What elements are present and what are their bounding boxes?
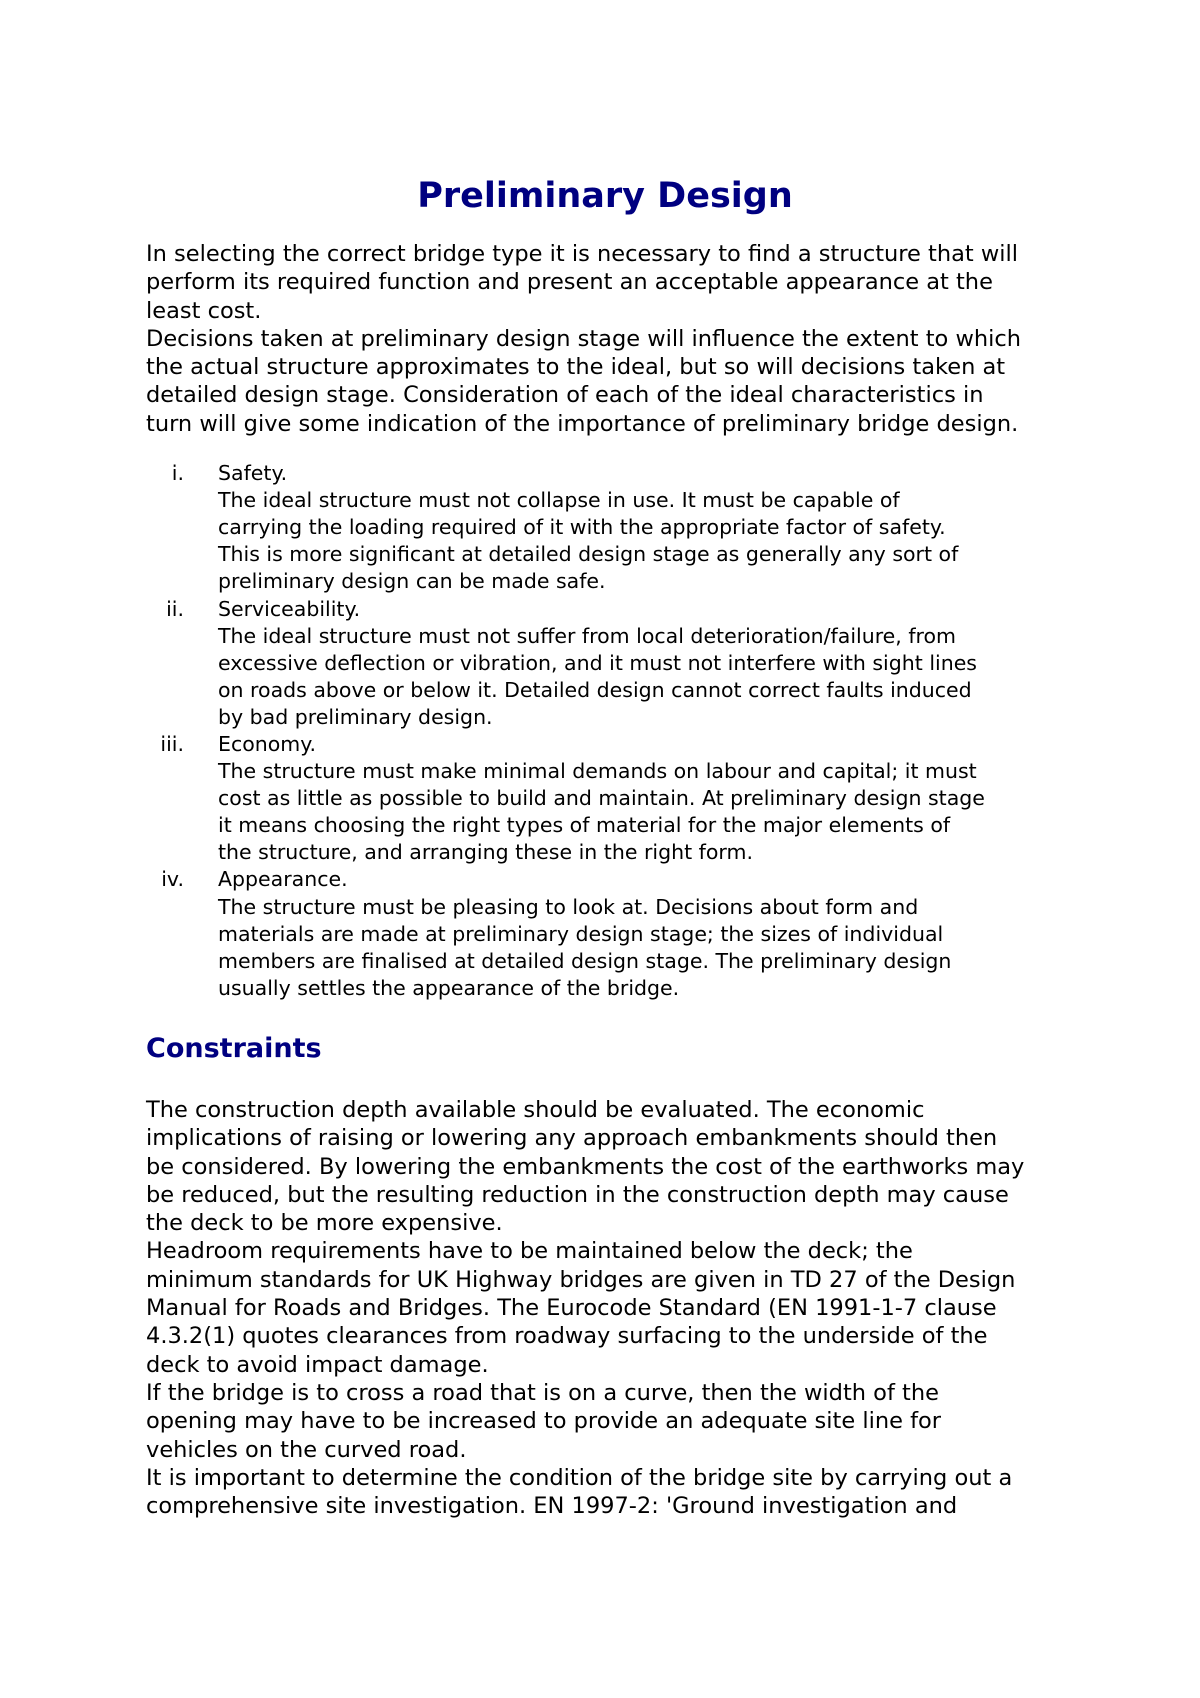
- text-line: perform its required function and present an acceptable appearance at the: [146, 269, 993, 296]
- text-line: usually settles the appearance of the bridge.: [218, 975, 680, 1000]
- section-heading-constraints: Constraints: [146, 1032, 322, 1064]
- constraints-paragraph: [146, 1379, 1086, 1464]
- text-line: 4.3.2(1) quotes clearances from roadway surfacing to the underside of the: [146, 1323, 988, 1350]
- list-item-safety: [146, 460, 1086, 595]
- text-line: turn will give some indication of the importance of preliminary bridge design.: [146, 410, 1019, 437]
- text-line: The construction depth available should be evaluated. The economic: [146, 1096, 925, 1123]
- text-line: It is important to determine the condition of the bridge site by carrying out a: [146, 1464, 1013, 1491]
- text-line: The ideal structure must not collapse in use. It must be capable of: [218, 488, 900, 513]
- list-marker: ii.: [166, 596, 184, 621]
- list-marker: i.: [171, 461, 184, 486]
- text-line: opening may have to be increased to provide an adequate site line for: [146, 1408, 942, 1435]
- list-item-heading: Economy.: [218, 732, 316, 757]
- text-line: Manual for Roads and Bridges. The Eurocode Standard (EN 1991-1-7 clause: [146, 1295, 997, 1322]
- list-marker: iii.: [160, 732, 184, 757]
- text-line: Headroom requirements have to be maintained below the deck; the: [146, 1238, 913, 1265]
- text-line: implications of raising or lowering any approach embankments should then: [146, 1125, 998, 1152]
- text-line: excessive deflection or vibration, and it must not interfere with sight lines: [218, 650, 977, 675]
- text-line: detailed design stage. Consideration of each of the ideal characteristics in: [146, 382, 984, 409]
- text-line: the deck to be more expensive.: [146, 1210, 503, 1237]
- text-line: materials are made at preliminary design stage; the sizes of individual: [218, 921, 944, 946]
- list-item-heading: Appearance.: [218, 867, 348, 892]
- text-line: be reduced, but the resulting reduction in the construction depth may cause: [146, 1181, 1009, 1208]
- text-line: on roads above or below it. Detailed design cannot correct faults induced: [218, 677, 972, 702]
- text-line: the structure, and arranging these in the right form.: [218, 840, 753, 865]
- constraints-paragraph: [146, 1464, 1086, 1521]
- text-line: minimum standards for UK Highway bridges are given in TD 27 of the Design: [146, 1266, 1016, 1293]
- text-line: In selecting the correct bridge type it is necessary to find a structure that will: [146, 241, 1019, 267]
- intro-section: [146, 240, 1086, 438]
- text-line: be considered. By lowering the embankments the cost of the earthworks may: [146, 1153, 1025, 1180]
- text-line: This is more significant at detailed design stage as generally any sort of: [218, 542, 959, 567]
- list-item-heading: Safety.: [218, 461, 288, 486]
- constraints-section: [146, 1096, 1086, 1520]
- text-line: Decisions taken at preliminary design stage will influence the extent to which: [146, 325, 1021, 352]
- constraints-paragraph: [146, 1096, 1086, 1237]
- intro-paragraph: [146, 325, 1086, 438]
- document-page: [146, 168, 1086, 1520]
- constraints-paragraph: [146, 1237, 1086, 1378]
- text-line: the actual structure approximates to the ideal, but so will decisions taken at: [146, 354, 1006, 381]
- characteristics-list: [146, 460, 1086, 1002]
- list-item-economy: [146, 731, 1086, 866]
- text-line: least cost.: [146, 297, 262, 324]
- text-line: cost as little as possible to build and maintain. At preliminary design stage: [218, 786, 985, 811]
- text-line: The ideal structure must not suffer from local deterioration/failure, from: [218, 623, 957, 648]
- list-item-appearance: [146, 866, 1086, 1001]
- text-line: deck to avoid impact damage.: [146, 1351, 489, 1378]
- page-title: Preliminary Design: [417, 176, 793, 216]
- intro-paragraph: [146, 240, 1086, 325]
- list-marker: iv.: [161, 867, 184, 892]
- text-line: carrying the loading required of it with the appropriate factor of safety.: [218, 515, 946, 540]
- text-line: If the bridge is to cross a road that is on a curve, then the width of the: [146, 1379, 939, 1406]
- text-line: vehicles on the curved road.: [146, 1436, 467, 1463]
- text-line: preliminary design can be made safe.: [218, 569, 606, 594]
- text-line: by bad preliminary design.: [218, 704, 493, 729]
- text-line: The structure must make minimal demands on labour and capital; it must: [218, 759, 977, 784]
- list-item-heading: Serviceability.: [218, 596, 361, 621]
- text-line: The structure must be pleasing to look at. Decisions about form and: [218, 894, 919, 919]
- list-item-serviceability: [146, 596, 1086, 731]
- text-line: it means choosing the right types of material for the major elements of: [218, 813, 951, 838]
- text-line: members are finalised at detailed design stage. The preliminary design: [218, 948, 952, 973]
- text-line: comprehensive site investigation. EN 1997-2: 'Ground investigation and: [146, 1493, 958, 1520]
